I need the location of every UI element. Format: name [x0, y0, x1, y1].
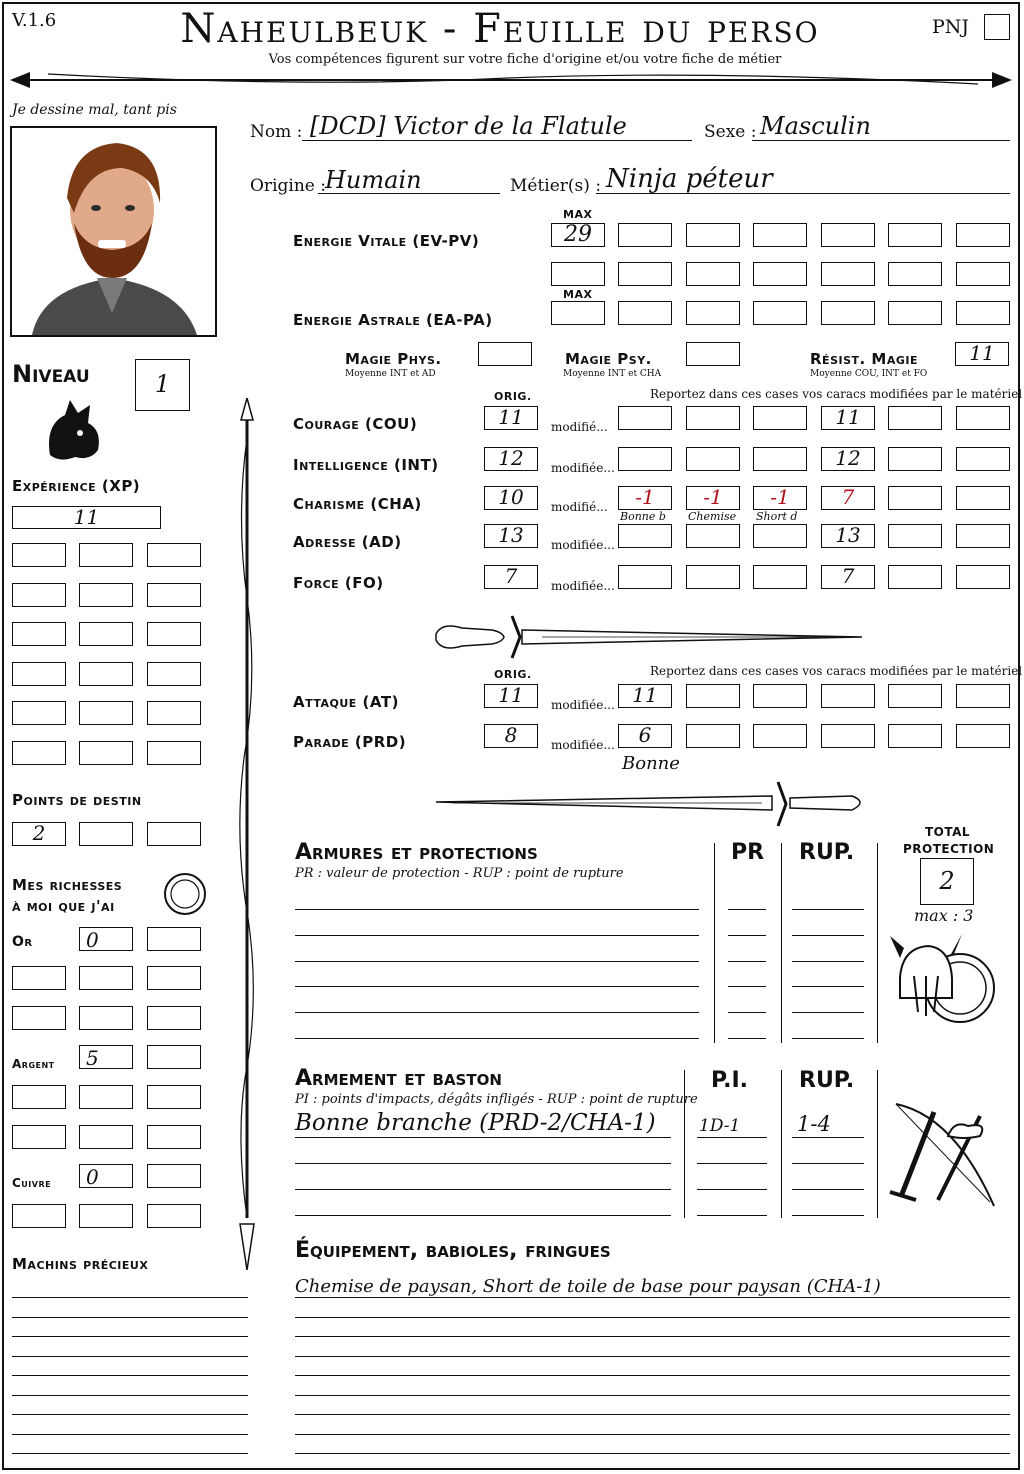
armures-divider-2 [781, 843, 782, 1043]
combat-mod-box[interactable] [618, 724, 672, 748]
cuivre-label: Cuivre [12, 1176, 52, 1190]
armures-sub: PR : valeur de protection - RUP : point de rupture [295, 866, 624, 881]
weapon-name-line[interactable] [295, 1215, 671, 1216]
money-box[interactable] [147, 1164, 201, 1188]
money-box[interactable] [147, 966, 201, 990]
sexe-underline [752, 140, 1010, 141]
sword-ornament-2 [432, 778, 872, 830]
sexe-value[interactable]: Masculin [760, 112, 871, 140]
weapon-rup[interactable]: 1-4 [797, 1112, 831, 1136]
xp-checkbox[interactable] [79, 543, 133, 567]
money-box[interactable] [147, 927, 201, 951]
carac-mod-value: -1 [635, 485, 655, 509]
armure-pr-line[interactable] [728, 961, 766, 962]
combat-mod-box[interactable] [686, 684, 740, 708]
energy-box[interactable] [686, 301, 740, 325]
carac-mod-box[interactable] [821, 565, 875, 589]
carac-orig-value: 11 [498, 405, 524, 429]
armure-rup-line[interactable] [792, 986, 864, 987]
money-box[interactable] [79, 927, 133, 951]
xp-checkbox[interactable] [79, 622, 133, 646]
or-value: 0 [86, 928, 99, 952]
armure-pr-line[interactable] [728, 1012, 766, 1013]
destin-box-2[interactable] [79, 822, 133, 846]
origine-label: Origine : [250, 176, 326, 196]
sword-ornament-1 [432, 612, 872, 662]
combat-modifie-label: modifiée... [551, 738, 615, 752]
armure-rup-line[interactable] [792, 1038, 864, 1039]
metier-label: Métier(s) : [510, 176, 602, 196]
coin-icon [163, 872, 207, 916]
header-spear-ornament [8, 66, 1014, 94]
energy-box[interactable] [753, 223, 807, 247]
energy-box[interactable] [618, 262, 672, 286]
armement-title: Armement et baston [295, 1066, 502, 1091]
pnj-label: PNJ [932, 16, 970, 38]
energy-box[interactable] [956, 301, 1010, 325]
carac-orig-box[interactable] [484, 524, 538, 548]
or-label: Or [12, 934, 33, 950]
page-subtitle: Vos compétences figurent sur votre fiche d'origine et/ou votre fiche de métier [268, 52, 782, 67]
money-box[interactable] [147, 1125, 201, 1149]
combat-mod-box[interactable] [821, 684, 875, 708]
equip-line[interactable] [295, 1453, 1010, 1454]
money-box[interactable] [147, 1045, 201, 1069]
xp-checkbox[interactable] [79, 662, 133, 686]
combat-orig-box[interactable] [484, 684, 538, 708]
machins-label: Machins précieux [12, 1255, 149, 1273]
combat-label: Attaque (AT) [293, 693, 399, 711]
carac-mod-box[interactable] [821, 447, 875, 471]
carac-label: Adresse (AD) [293, 533, 402, 551]
weapon-rup-line[interactable] [792, 1137, 864, 1138]
carac-mod-box[interactable] [888, 565, 942, 589]
armure-pr-line[interactable] [728, 986, 766, 987]
carac-mod-box[interactable] [686, 565, 740, 589]
energy-box[interactable] [888, 301, 942, 325]
energy-box[interactable] [753, 301, 807, 325]
cha-mod-note: Chemise [688, 510, 737, 523]
energy-box[interactable] [753, 262, 807, 286]
combat-mod-box[interactable] [956, 724, 1010, 748]
energy-box[interactable] [551, 262, 605, 286]
combat-mod-box[interactable] [888, 724, 942, 748]
weapon-rup-line[interactable] [792, 1163, 864, 1164]
xp-box[interactable] [12, 506, 161, 529]
carac-mod-value: 13 [835, 523, 861, 547]
carac-mod-value: -1 [770, 485, 790, 509]
equip-line[interactable] [295, 1317, 1010, 1318]
energy-box[interactable] [888, 262, 942, 286]
ea-label: Energie Astrale (EA-PA) [293, 311, 493, 329]
money-box[interactable] [12, 1125, 66, 1149]
carac-mod-box[interactable] [686, 447, 740, 471]
armure-rup-line[interactable] [792, 935, 864, 936]
combat-orig-box[interactable] [484, 724, 538, 748]
xp-checkbox[interactable] [79, 741, 133, 765]
energy-box[interactable] [551, 223, 605, 247]
weapon-pi-line[interactable] [697, 1163, 767, 1164]
carac-modifie-label: modifiée... [551, 461, 615, 475]
carac-mod-box[interactable] [753, 447, 807, 471]
carac-mod-box[interactable] [821, 524, 875, 548]
xp-checkbox[interactable] [79, 701, 133, 725]
carac-orig-value: 7 [504, 564, 518, 588]
armure-name-line[interactable] [295, 909, 699, 910]
xp-checkbox[interactable] [12, 662, 66, 686]
money-box[interactable] [79, 966, 133, 990]
carac-mod-box[interactable] [753, 406, 807, 430]
weapons-crossed-icon [884, 1096, 1008, 1220]
machins-line[interactable] [12, 1434, 248, 1435]
money-box[interactable] [12, 1085, 66, 1109]
carac-mod-box[interactable] [956, 447, 1010, 471]
armures-rup-label: RUP. [799, 840, 855, 865]
combat-label: Parade (PRD) [293, 733, 407, 751]
weapon-rup-line[interactable] [792, 1189, 864, 1190]
equipement-line-1[interactable]: Chemise de paysan, Short de toile de base pour paysan (CHA-1) [295, 1276, 881, 1297]
carac-label: Force (FO) [293, 574, 384, 592]
origine-underline [318, 193, 500, 194]
armement-sub: PI : points d'impacts, dégâts infligés - RUP : point de rupture [295, 1092, 698, 1107]
ea-max-label: MAX [563, 288, 593, 301]
armures-divider-1 [714, 843, 715, 1043]
money-box[interactable] [12, 1204, 66, 1228]
xp-checkbox[interactable] [147, 662, 201, 686]
dragon-head-icon [40, 395, 106, 465]
money-box[interactable] [79, 1125, 133, 1149]
carac-mod-value: 7 [841, 485, 855, 509]
energy-box[interactable] [686, 262, 740, 286]
prd-note: Bonne [622, 753, 680, 774]
machins-line[interactable] [12, 1317, 248, 1318]
nom-value[interactable]: [DCD] Victor de la Flatule [310, 112, 627, 140]
helmet-shield-icon [888, 928, 998, 1034]
xp-checkbox[interactable] [12, 543, 66, 567]
armement-divider-2 [781, 1070, 782, 1218]
armure-pr-line[interactable] [728, 935, 766, 936]
energy-box[interactable] [686, 223, 740, 247]
machins-line[interactable] [12, 1336, 248, 1337]
xp-checkbox[interactable] [79, 583, 133, 607]
version-label: V.1.6 [12, 10, 57, 31]
destin-box-1[interactable] [12, 822, 66, 846]
energy-box[interactable] [821, 262, 875, 286]
combat-mod-box[interactable] [821, 724, 875, 748]
carac-mod-box[interactable] [888, 524, 942, 548]
weapon-name-line[interactable] [295, 1163, 671, 1164]
carac-modifie-label: modifié... [551, 500, 608, 514]
carac-label: Courage (COU) [293, 415, 418, 433]
carac-mod-box[interactable] [686, 486, 740, 510]
machins-line[interactable] [12, 1356, 248, 1357]
weapon-name-line[interactable] [295, 1189, 671, 1190]
money-box[interactable] [79, 1164, 133, 1188]
carac-mod-box[interactable] [618, 406, 672, 430]
richesses-label-1: Mes richesses [12, 876, 123, 894]
armure-rup-line[interactable] [792, 1012, 864, 1013]
weapon-pi-line[interactable] [697, 1215, 767, 1216]
armure-name-line[interactable] [295, 986, 699, 987]
magie-phys-sub: Moyenne INT et AD [345, 369, 436, 379]
combat-orig-value: 8 [504, 723, 518, 747]
energy-box[interactable] [888, 223, 942, 247]
cha-mod-note: Bonne b [620, 510, 666, 523]
resist-magie-sub: Moyenne COU, INT et FO [810, 369, 928, 379]
energy-box[interactable] [551, 301, 605, 325]
total-label-2: PROTECTION [903, 842, 995, 856]
carac-mod-box[interactable] [618, 524, 672, 548]
cuivre-value: 0 [86, 1165, 99, 1189]
money-box[interactable] [12, 966, 66, 990]
machins-line[interactable] [12, 1414, 248, 1415]
machins-line[interactable] [12, 1297, 248, 1298]
carac-orig-box[interactable] [484, 565, 538, 589]
vertical-spear-ornament [232, 398, 262, 1270]
xp-checkbox[interactable] [147, 741, 201, 765]
destin-box-3[interactable] [147, 822, 201, 846]
magie-phys-box[interactable] [478, 342, 532, 366]
carac-orig-box[interactable] [484, 406, 538, 430]
total-protection-box[interactable] [920, 858, 974, 905]
energy-box[interactable] [821, 223, 875, 247]
carac-modifie-label: modifiée... [551, 538, 615, 552]
weapon-pi[interactable]: 1D-1 [699, 1116, 741, 1136]
combat-modifie-label: modifiée... [551, 698, 615, 712]
xp-checkbox[interactable] [12, 583, 66, 607]
metier-value[interactable]: Ninja péteur [606, 164, 773, 194]
magie-phys-label: Magie Phys. [345, 350, 442, 368]
total-protection-value: 2 [939, 867, 955, 895]
magie-psy-sub: Moyenne INT et CHA [563, 369, 662, 379]
portrait-image [12, 128, 215, 335]
nom-label: Nom : [250, 122, 303, 142]
energy-box[interactable] [618, 301, 672, 325]
carac-mod-box[interactable] [821, 486, 875, 510]
resist-magie-box[interactable] [955, 342, 1009, 366]
niveau-label: Niveau [12, 360, 90, 388]
energy-box[interactable] [956, 262, 1010, 286]
money-box[interactable] [12, 1006, 66, 1030]
carac-mod-value: -1 [703, 485, 723, 509]
machins-line[interactable] [12, 1395, 248, 1396]
armement-divider-1 [684, 1070, 685, 1218]
armure-pr-line[interactable] [728, 909, 766, 910]
money-box[interactable] [79, 1085, 133, 1109]
magie-psy-label: Magie Psy. [565, 350, 652, 368]
carac-orig-box[interactable] [484, 486, 538, 510]
carac-mod-box[interactable] [753, 486, 807, 510]
combat-orig-value: 11 [498, 683, 524, 707]
combat-mod-value: 11 [632, 683, 658, 707]
money-box[interactable] [79, 1045, 133, 1069]
magie-psy-box[interactable] [686, 342, 740, 366]
armures-pr-label: PR [731, 840, 765, 865]
machins-line[interactable] [12, 1453, 248, 1454]
cha-mod-note: Short d [756, 510, 798, 523]
armure-name-line[interactable] [295, 1038, 699, 1039]
xp-checkbox[interactable] [12, 741, 66, 765]
armure-name-line[interactable] [295, 1012, 699, 1013]
niveau-box[interactable] [135, 359, 190, 411]
carac-modifie-label: modifié... [551, 420, 608, 434]
carac-mod-box[interactable] [821, 406, 875, 430]
carac-mod-box[interactable] [956, 565, 1010, 589]
xp-checkbox[interactable] [147, 701, 201, 725]
argent-value: 5 [86, 1046, 99, 1070]
argent-label: Argent [12, 1057, 55, 1071]
caracs-note: Reportez dans ces cases vos caracs modifiées par le matériel [650, 387, 1023, 401]
carac-modifie-label: modifiée... [551, 579, 615, 593]
carac-mod-value: 7 [841, 564, 855, 588]
combat-mod-box[interactable] [618, 684, 672, 708]
combat-mod-box[interactable] [753, 684, 807, 708]
combat-mod-box[interactable] [753, 724, 807, 748]
caracs-orig-label: ORIG. [494, 390, 532, 403]
armures-divider-3 [877, 843, 878, 1043]
energy-box[interactable] [821, 301, 875, 325]
carac-orig-value: 12 [498, 446, 524, 470]
armures-title: Armures et protections [295, 840, 538, 865]
equip-line[interactable] [295, 1414, 1010, 1415]
money-box[interactable] [147, 1006, 201, 1030]
ev-max-label: MAX [563, 208, 593, 221]
carac-orig-value: 10 [498, 485, 524, 509]
xp-checkbox[interactable] [147, 583, 201, 607]
machins-line[interactable] [12, 1375, 248, 1376]
resist-magie-value: 11 [969, 341, 995, 365]
carac-orig-box[interactable] [484, 447, 538, 471]
carac-mod-box[interactable] [686, 524, 740, 548]
energy-box[interactable] [956, 223, 1010, 247]
weapon-name[interactable]: Bonne branche (PRD-2/CHA-1) [295, 1110, 656, 1136]
resist-magie-label: Résist. Magie [810, 350, 919, 368]
equipement-title: Équipement, babioles, fringues [295, 1238, 611, 1263]
carac-mod-box[interactable] [956, 524, 1010, 548]
ev-label: Energie Vitale (EV-PV) [293, 232, 480, 250]
pnj-checkbox[interactable] [984, 14, 1010, 40]
armement-pi-label: P.I. [711, 1068, 748, 1093]
carac-mod-value: 12 [835, 446, 861, 470]
page-title: Naheulbeuk - Feuille du perso [180, 6, 820, 52]
armure-rup-line[interactable] [792, 909, 864, 910]
carac-mod-value: 11 [835, 405, 861, 429]
armement-rup-label: RUP. [799, 1068, 855, 1093]
carac-label: Intelligence (INT) [293, 456, 439, 474]
origine-value[interactable]: Humain [325, 166, 422, 194]
carac-mod-box[interactable] [618, 565, 672, 589]
xp-checkbox[interactable] [147, 543, 201, 567]
money-box[interactable] [147, 1204, 201, 1228]
carac-mod-box[interactable] [753, 524, 807, 548]
armure-pr-line[interactable] [728, 1038, 766, 1039]
carac-mod-box[interactable] [686, 406, 740, 430]
ev-max-value: 29 [564, 222, 592, 247]
combat-mod-value: 6 [638, 723, 652, 747]
xp-checkbox[interactable] [147, 622, 201, 646]
armement-divider-3 [877, 1070, 878, 1218]
carac-mod-box[interactable] [888, 406, 942, 430]
weapon-rup-line[interactable] [792, 1215, 864, 1216]
equip-line[interactable] [295, 1395, 1010, 1396]
richesses-label-2: à moi que j'ai [12, 897, 115, 915]
equip-line[interactable] [295, 1375, 1010, 1376]
carac-orig-value: 13 [498, 523, 524, 547]
destin-label: Points de destin [12, 791, 142, 809]
carac-mod-box[interactable] [888, 486, 942, 510]
carac-mod-box[interactable] [753, 565, 807, 589]
combat-note: Reportez dans ces cases vos caracs modifiées par le matériel [650, 664, 1023, 678]
carac-mod-box[interactable] [618, 486, 672, 510]
max-protection-note: max : 3 [914, 906, 974, 925]
portrait-frame [10, 126, 217, 337]
xp-checkbox[interactable] [12, 622, 66, 646]
equip-line[interactable] [295, 1434, 1010, 1435]
armure-name-line[interactable] [295, 961, 699, 962]
energy-box[interactable] [618, 223, 672, 247]
xp-value: 11 [73, 505, 100, 529]
carac-mod-box[interactable] [956, 486, 1010, 510]
sexe-label: Sexe : [704, 122, 757, 142]
metier-underline [596, 193, 1010, 194]
destin-value: 2 [32, 821, 46, 845]
armure-rup-line[interactable] [792, 961, 864, 962]
weapon-pi-line[interactable] [697, 1137, 767, 1138]
niveau-value: 1 [154, 370, 171, 398]
equip-line[interactable] [295, 1297, 1010, 1298]
equip-line[interactable] [295, 1336, 1010, 1337]
combat-mod-box[interactable] [686, 724, 740, 748]
carac-mod-box[interactable] [888, 447, 942, 471]
combat-orig-label: ORIG. [494, 668, 532, 681]
armure-name-line[interactable] [295, 935, 699, 936]
money-box[interactable] [79, 1006, 133, 1030]
xp-checkbox[interactable] [12, 701, 66, 725]
equip-line[interactable] [295, 1356, 1010, 1357]
total-label-1: TOTAL [925, 825, 971, 839]
weapon-name-line[interactable] [295, 1137, 671, 1138]
carac-label: Charisme (CHA) [293, 495, 422, 513]
xp-label: Expérience (XP) [12, 477, 141, 495]
combat-mod-box[interactable] [888, 684, 942, 708]
carac-mod-box[interactable] [618, 447, 672, 471]
weapon-pi-line[interactable] [697, 1189, 767, 1190]
combat-mod-box[interactable] [956, 684, 1010, 708]
money-box[interactable] [79, 1204, 133, 1228]
portrait-caption: Je dessine mal, tant pis [12, 102, 177, 118]
nom-underline [302, 140, 692, 141]
money-box[interactable] [147, 1085, 201, 1109]
carac-mod-box[interactable] [956, 406, 1010, 430]
